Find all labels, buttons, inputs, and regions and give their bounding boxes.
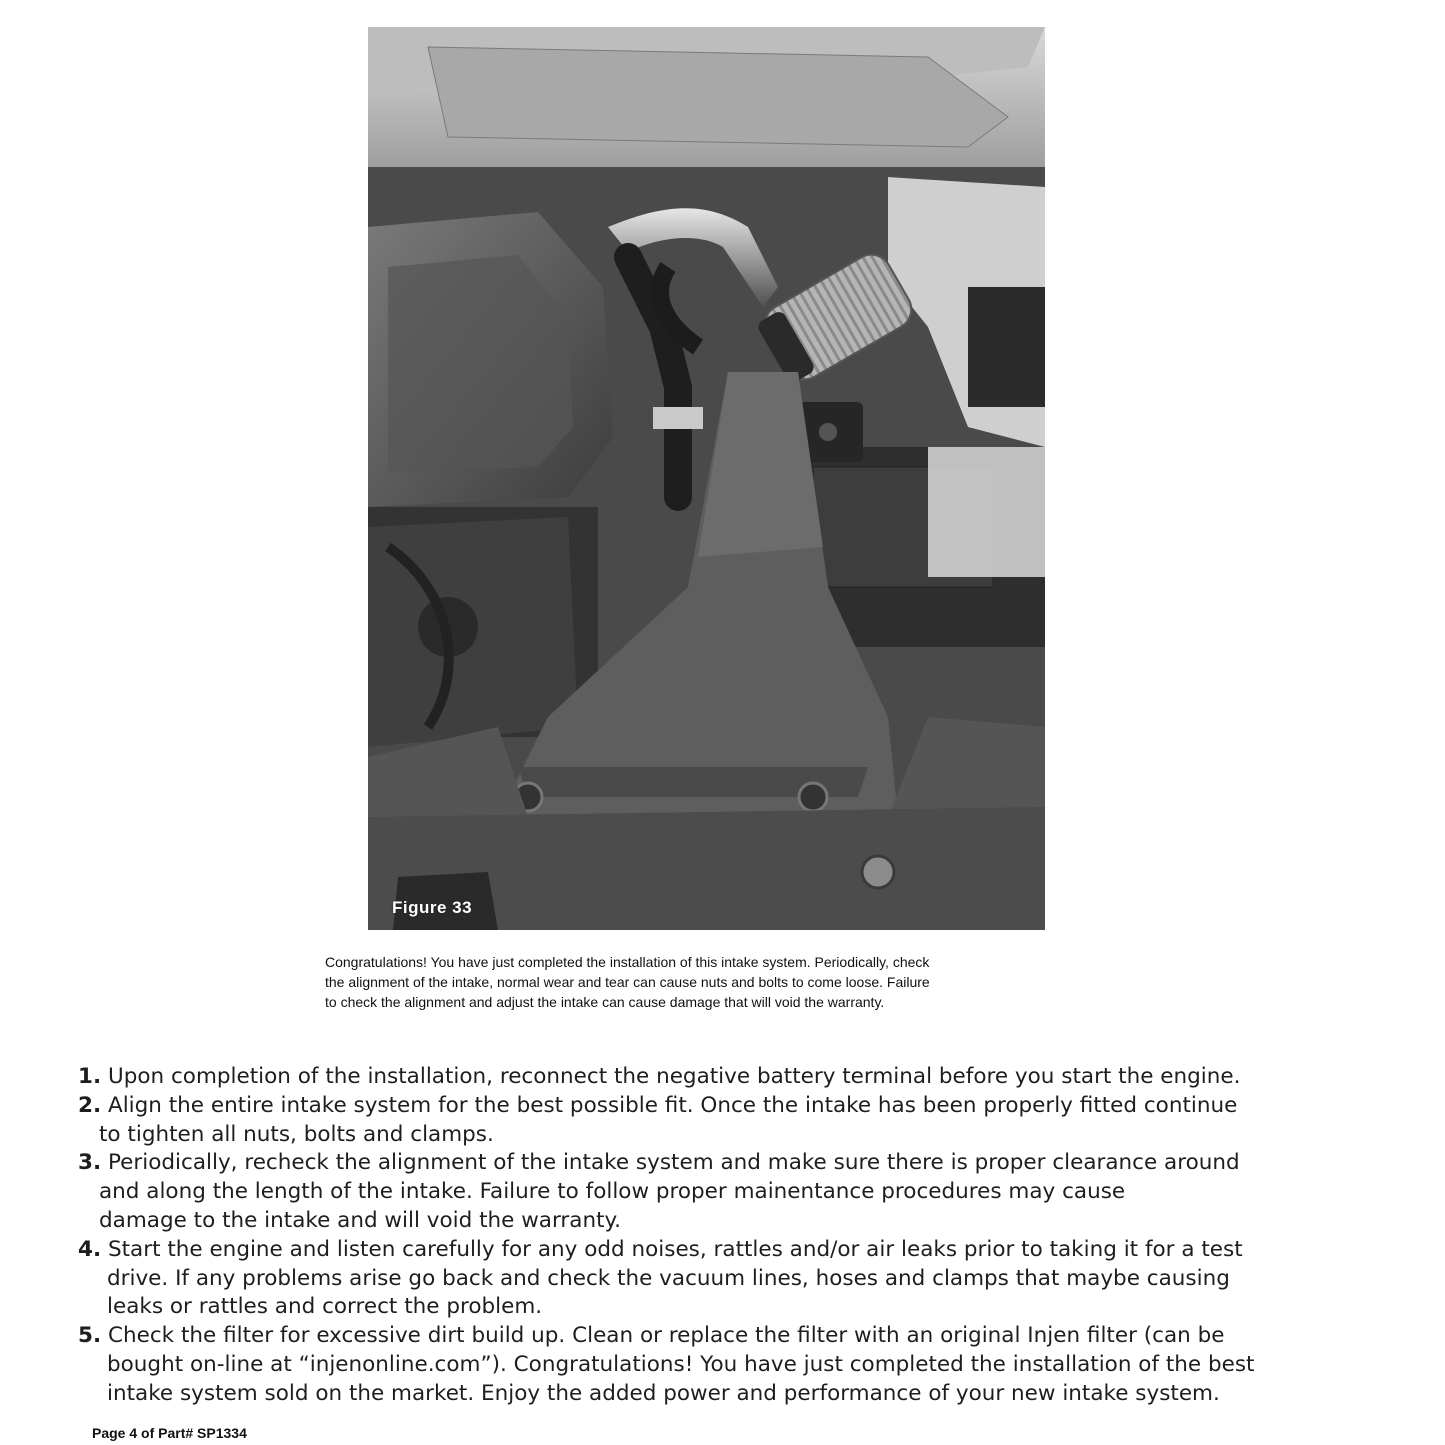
- instruction-steps: [78, 1063, 1398, 1409]
- engine-bay-illustration: [368, 27, 1045, 930]
- step-text: Upon completion of the installation, reconnect the negative battery terminal before you start the engine.: [107, 1064, 1241, 1089]
- step-text: to tighten all nuts, bolts and clamps.: [99, 1121, 494, 1147]
- step-text: damage to the intake and will void the warranty.: [99, 1207, 621, 1233]
- step-text: Periodically, recheck the alignment of the intake system and make sure there is proper clearance around: [107, 1150, 1240, 1176]
- step-number: 4.: [78, 1236, 102, 1262]
- step-number: 2.: [78, 1092, 102, 1118]
- step-text: Start the engine and listen carefully for any odd noises, rattles and/or air leaks prior to taking it for a test: [107, 1236, 1243, 1262]
- caption-line: the alignment of the intake, normal wear and tear can cause nuts and bolts to come loose. Failure: [325, 974, 930, 990]
- caption-line: to check the alignment and adjust the intake can cause damage that will void the warranty.: [325, 994, 885, 1010]
- step-4: [78, 1236, 1398, 1322]
- step-text: bought on-line at “injenonline.com”). Congratulations! You have just completed the installation of the best: [107, 1351, 1255, 1377]
- page-footer: Page 4 of Part# SP1334: [92, 1425, 247, 1441]
- step-5: [78, 1322, 1398, 1408]
- step-text: Align the entire intake system for the best possible fit. Once the intake has been properly fitted continue: [107, 1092, 1238, 1118]
- installation-caption: [325, 952, 1085, 1012]
- step-1: [78, 1063, 1398, 1092]
- step-text: drive. If any problems arise go back and check the vacuum lines, hoses and clamps that maybe causing: [107, 1265, 1230, 1291]
- step-2: [78, 1092, 1398, 1150]
- step-text: leaks or rattles and correct the problem.: [107, 1294, 543, 1320]
- step-number: 5.: [78, 1323, 102, 1349]
- figure-label: Figure 33: [392, 898, 473, 917]
- step-text: and along the length of the intake. Failure to follow proper mainentance procedures may cause: [99, 1179, 1126, 1205]
- step-3: [78, 1149, 1398, 1235]
- step-text: Check the filter for excessive dirt build up. Clean or replace the filter with an original Injen filter (can be: [107, 1323, 1225, 1349]
- engine-bay-photo: [368, 27, 1045, 930]
- caption-line: Congratulations! You have just completed the installation of this intake system. Periodically, check: [325, 954, 930, 970]
- step-number: 3.: [78, 1150, 102, 1176]
- step-number: 1.: [78, 1064, 102, 1089]
- step-text: intake system sold on the market. Enjoy the added power and performance of your new intake system.: [107, 1380, 1220, 1406]
